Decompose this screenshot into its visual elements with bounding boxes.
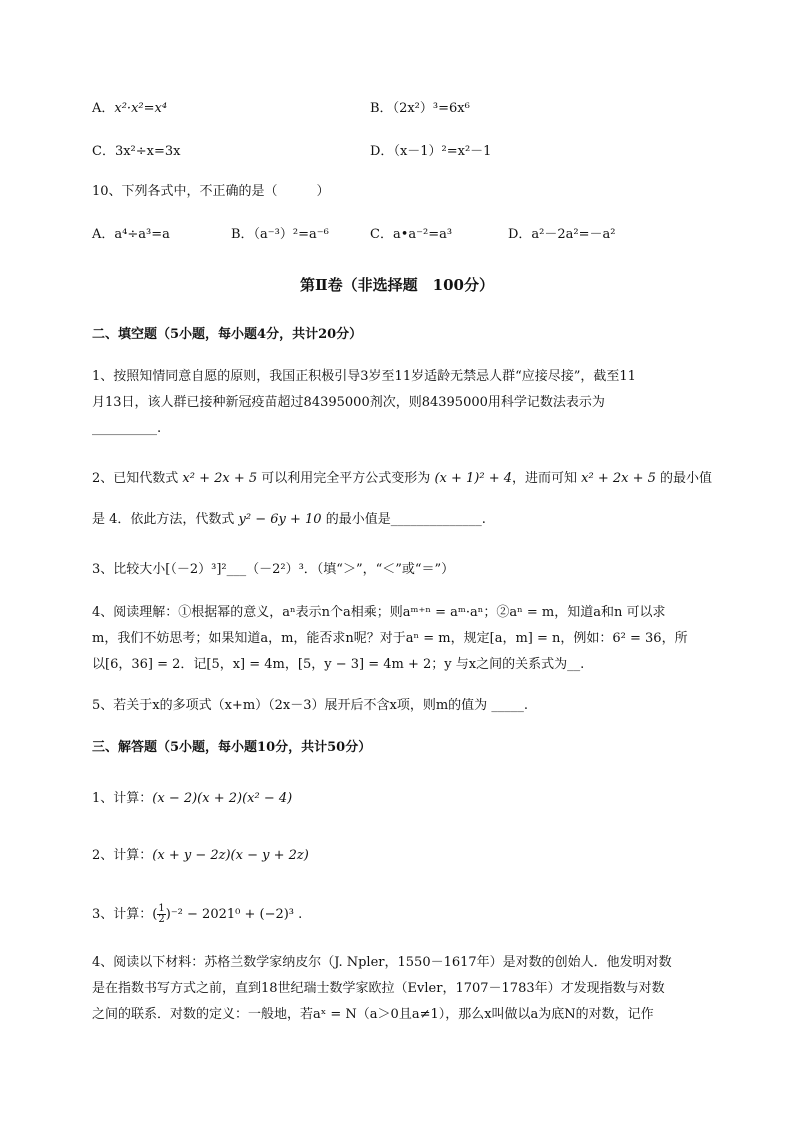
q9-option-d: D．（x－1）²=x²－1 xyxy=(370,144,492,159)
fraction: $\frac{1}{2}$ xyxy=(158,903,165,925)
q9-option-a: A．x²·x²=x⁴ xyxy=(92,101,168,116)
fill-q4-line3: 以[6，36] = 2．记[5，x] = 4m，[5，y − 3] = 4m + 2；y 与x之间的关系式为__. xyxy=(92,657,585,672)
fill-q2-line1: 2、已知代数式 x² + 2x + 5 可以利用完全平方公式变形为 (x + 1)² + 4，进而可知 x² + 2x + 5 的最小值 xyxy=(92,471,713,486)
solve-q4-line3: 之间的联系．对数的定义：一般地，若aˣ = N（a＞0且a≠1），那么x叫做以a为底N的对数，记作 xyxy=(92,1007,654,1022)
fill-q4-line2: m，我们不妨思考；如果知道a，m，能否求n呢？对于aⁿ = m，规定[a，m] = n，例如：6² = 36，所 xyxy=(92,631,688,646)
solve-q4-line2: 是在指数书写方式之前，直到18世纪瑞士数学家欧拉（Evler，1707－1783年）才发现指数与对数 xyxy=(92,981,665,996)
fill-q5: 5、若关于x的多项式（x+m）（2x－3）展开后不含x项，则m的值为 _____. xyxy=(92,698,528,713)
fill-q1-line1: 1、按照知情同意自愿的原则，我国正积极引导3岁至11岁适龄无禁忌人群“应接尽接”，截至11 xyxy=(92,369,636,384)
solve-q4-line1: 4、阅读以下材料：苏格兰数学家纳皮尔（J. Npler，1550－1617年）是对数的创始人．他发明对数 xyxy=(92,955,672,970)
q10-stem: 10、下列各式中，不正确的是（ ） xyxy=(92,184,330,199)
q9-option-b: B．（2x²）³=6x⁶ xyxy=(370,101,470,116)
fill-q4-line1: 4、阅读理解：①根据幂的意义，aⁿ表示n个a相乘；则aᵐ⁺ⁿ = aᵐ·aⁿ；②aⁿ = m，知道a和n 可以求 xyxy=(92,605,666,620)
fill-q2-line2: 是 4．依此方法，代数式 y² − 6y + 10 的最小值是______________. xyxy=(92,512,486,527)
q10-option-b: B．（a⁻³）²=a⁻⁶ xyxy=(231,227,329,242)
solve-q3: 3、计算：( $\frac{1}{2}$ )⁻² − 2021⁰ + (−2)³ . xyxy=(92,903,303,925)
fill-q1-line3: __________. xyxy=(92,421,162,436)
part2-title: 第Ⅱ卷（非选择题 100分） xyxy=(300,276,494,294)
q10-option-d: D．a²－2a²=－a² xyxy=(508,227,616,242)
solve-q2: 2、计算：(x + y − 2z)(x − y + 2z) xyxy=(92,848,309,863)
q9-option-c: C．3x²÷x=3x xyxy=(92,144,181,159)
fill-q3: 3、比较大小[（－2）³]²___（－2²）³．（填“＞”，“＜”或“＝”） xyxy=(92,562,455,577)
fill-q1-line2: 月13日，该人群已接种新冠疫苗超过84395000剂次，则84395000用科学记数法表示为 xyxy=(92,395,605,410)
q10-option-c: C．a•a⁻²=a³ xyxy=(370,227,453,242)
solve-q1: 1、计算：(x − 2)(x + 2)(x² − 4) xyxy=(92,791,293,806)
q10-option-a: A．a⁴÷a³=a xyxy=(92,227,170,242)
solve-section-heading: 三、解答题（5小题，每小题10分，共计50分） xyxy=(92,740,372,755)
fill-section-heading: 二、填空题（5小题，每小题4分，共计20分） xyxy=(92,327,363,342)
